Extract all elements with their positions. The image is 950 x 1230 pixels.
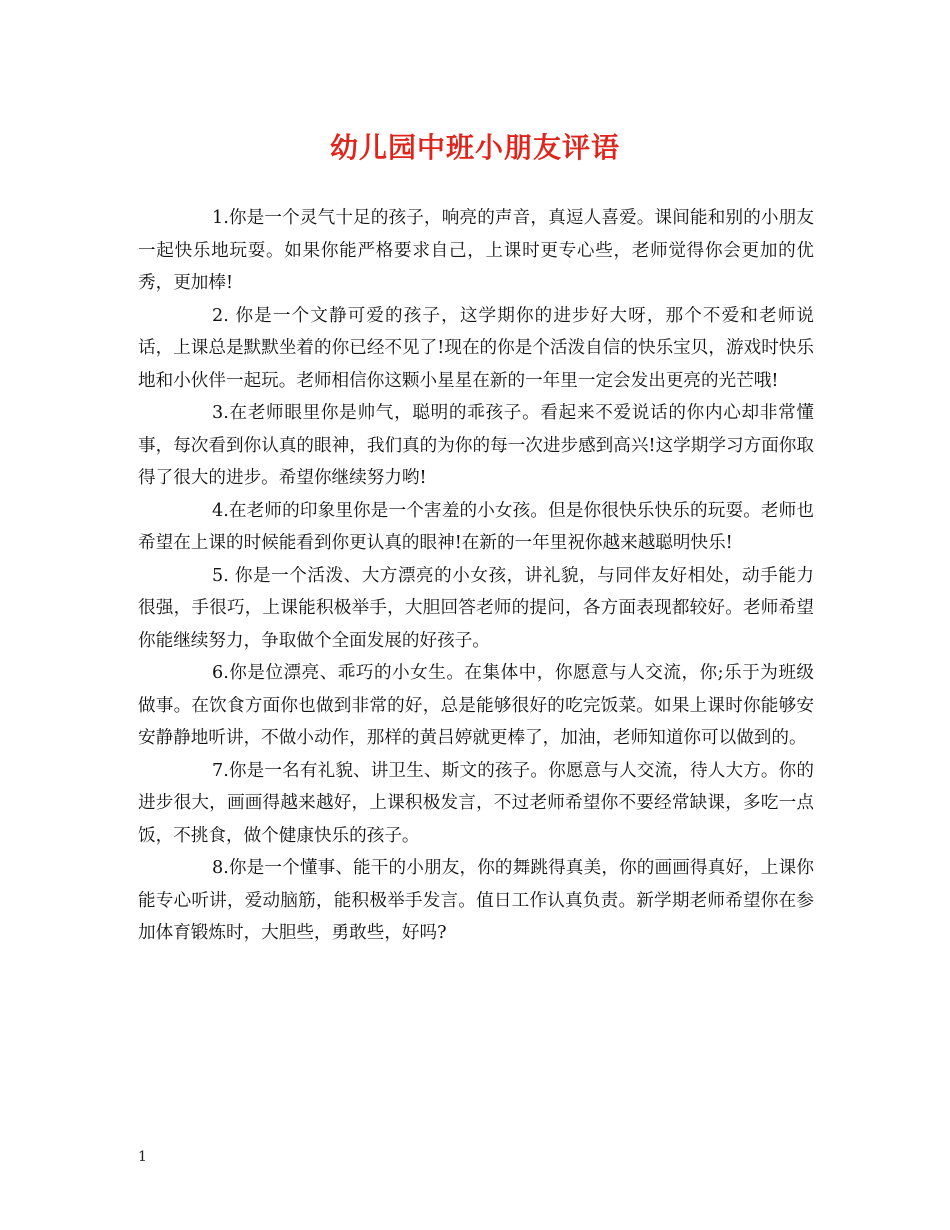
comment-paragraph-6: 6.你是位漂亮、乖巧的小女生。在集体中，你愿意与人交流，你;乐于为班级做事。在饮食方面你也做到非常的好，总是能够很好的吃完饭菜。如果上课时你能够安安静静地听讲，不做小动作，那样的黄吕婷就更棒了，加油，老师知道你可以做到的。 bbox=[138, 663, 814, 748]
document-body bbox=[138, 202, 814, 950]
comment-paragraph-3: 3.在老师眼里你是帅气，聪明的乖孩子。看起来不爱说话的你内心却非常懂事，每次看到你认真的眼神，我们真的为你的每一次进步感到高兴!这学期学习方面你取得了很大的进步。希望你继续努力哟! bbox=[138, 403, 814, 488]
comment-paragraph-4: 4.在老师的印象里你是一个害羞的小女孩。但是你很快乐快乐的玩耍。老师也希望在上课的时候能看到你更认真的眼神!在新的一年里祝你越来越聪明快乐! bbox=[138, 500, 814, 553]
document-title: 幼儿园中班小朋友评语 bbox=[329, 131, 620, 164]
comment-paragraph-7: 7.你是一名有礼貌、讲卫生、斯文的孩子。你愿意与人交流，待人大方。你的进步很大，画画得越来越好，上课积极发言，不过老师希望你不要经常缺课，多吃一点饭，不挑食，做个健康快乐的孩子。 bbox=[138, 760, 814, 846]
comment-paragraph-2: 2. 你是一个文静可爱的孩子，这学期你的进步好大呀，那个不爱和老师说话，上课总是默默坐着的你已经不见了!现在的你是个活泼自信的快乐宝贝，游戏时快乐地和小伙伴一起玩。老师相信你这颗小星星在新的一年里一定会发出更亮的光芒哦! bbox=[138, 305, 814, 391]
page-number: 1 bbox=[138, 1149, 147, 1165]
comment-paragraph-8: 8.你是一个懂事、能干的小朋友，你的舞跳得真美，你的画画得真好，上课你能专心听讲，爱动脑筋，能积极举手发言。值日工作认真负责。新学期老师希望你在参加体育锻炼时，大胆些，勇敢些，好吗? bbox=[138, 858, 814, 943]
comment-paragraph-5: 5. 你是一个活泼、大方漂亮的小女孩，讲礼貌，与同伴友好相处，动手能力很强，手很巧，上课能积极举手，大胆回答老师的提问，各方面表现都较好。老师希望你能继续努力，争取做个全面发展的好孩子。 bbox=[138, 565, 814, 651]
comment-paragraph-1: 1.你是一个灵气十足的孩子，响亮的声音，真逗人喜爱。课间能和别的小朋友一起快乐地玩耍。如果你能严格要求自己，上课时更专心些，老师觉得你会更加的优秀，更加棒! bbox=[138, 208, 814, 293]
